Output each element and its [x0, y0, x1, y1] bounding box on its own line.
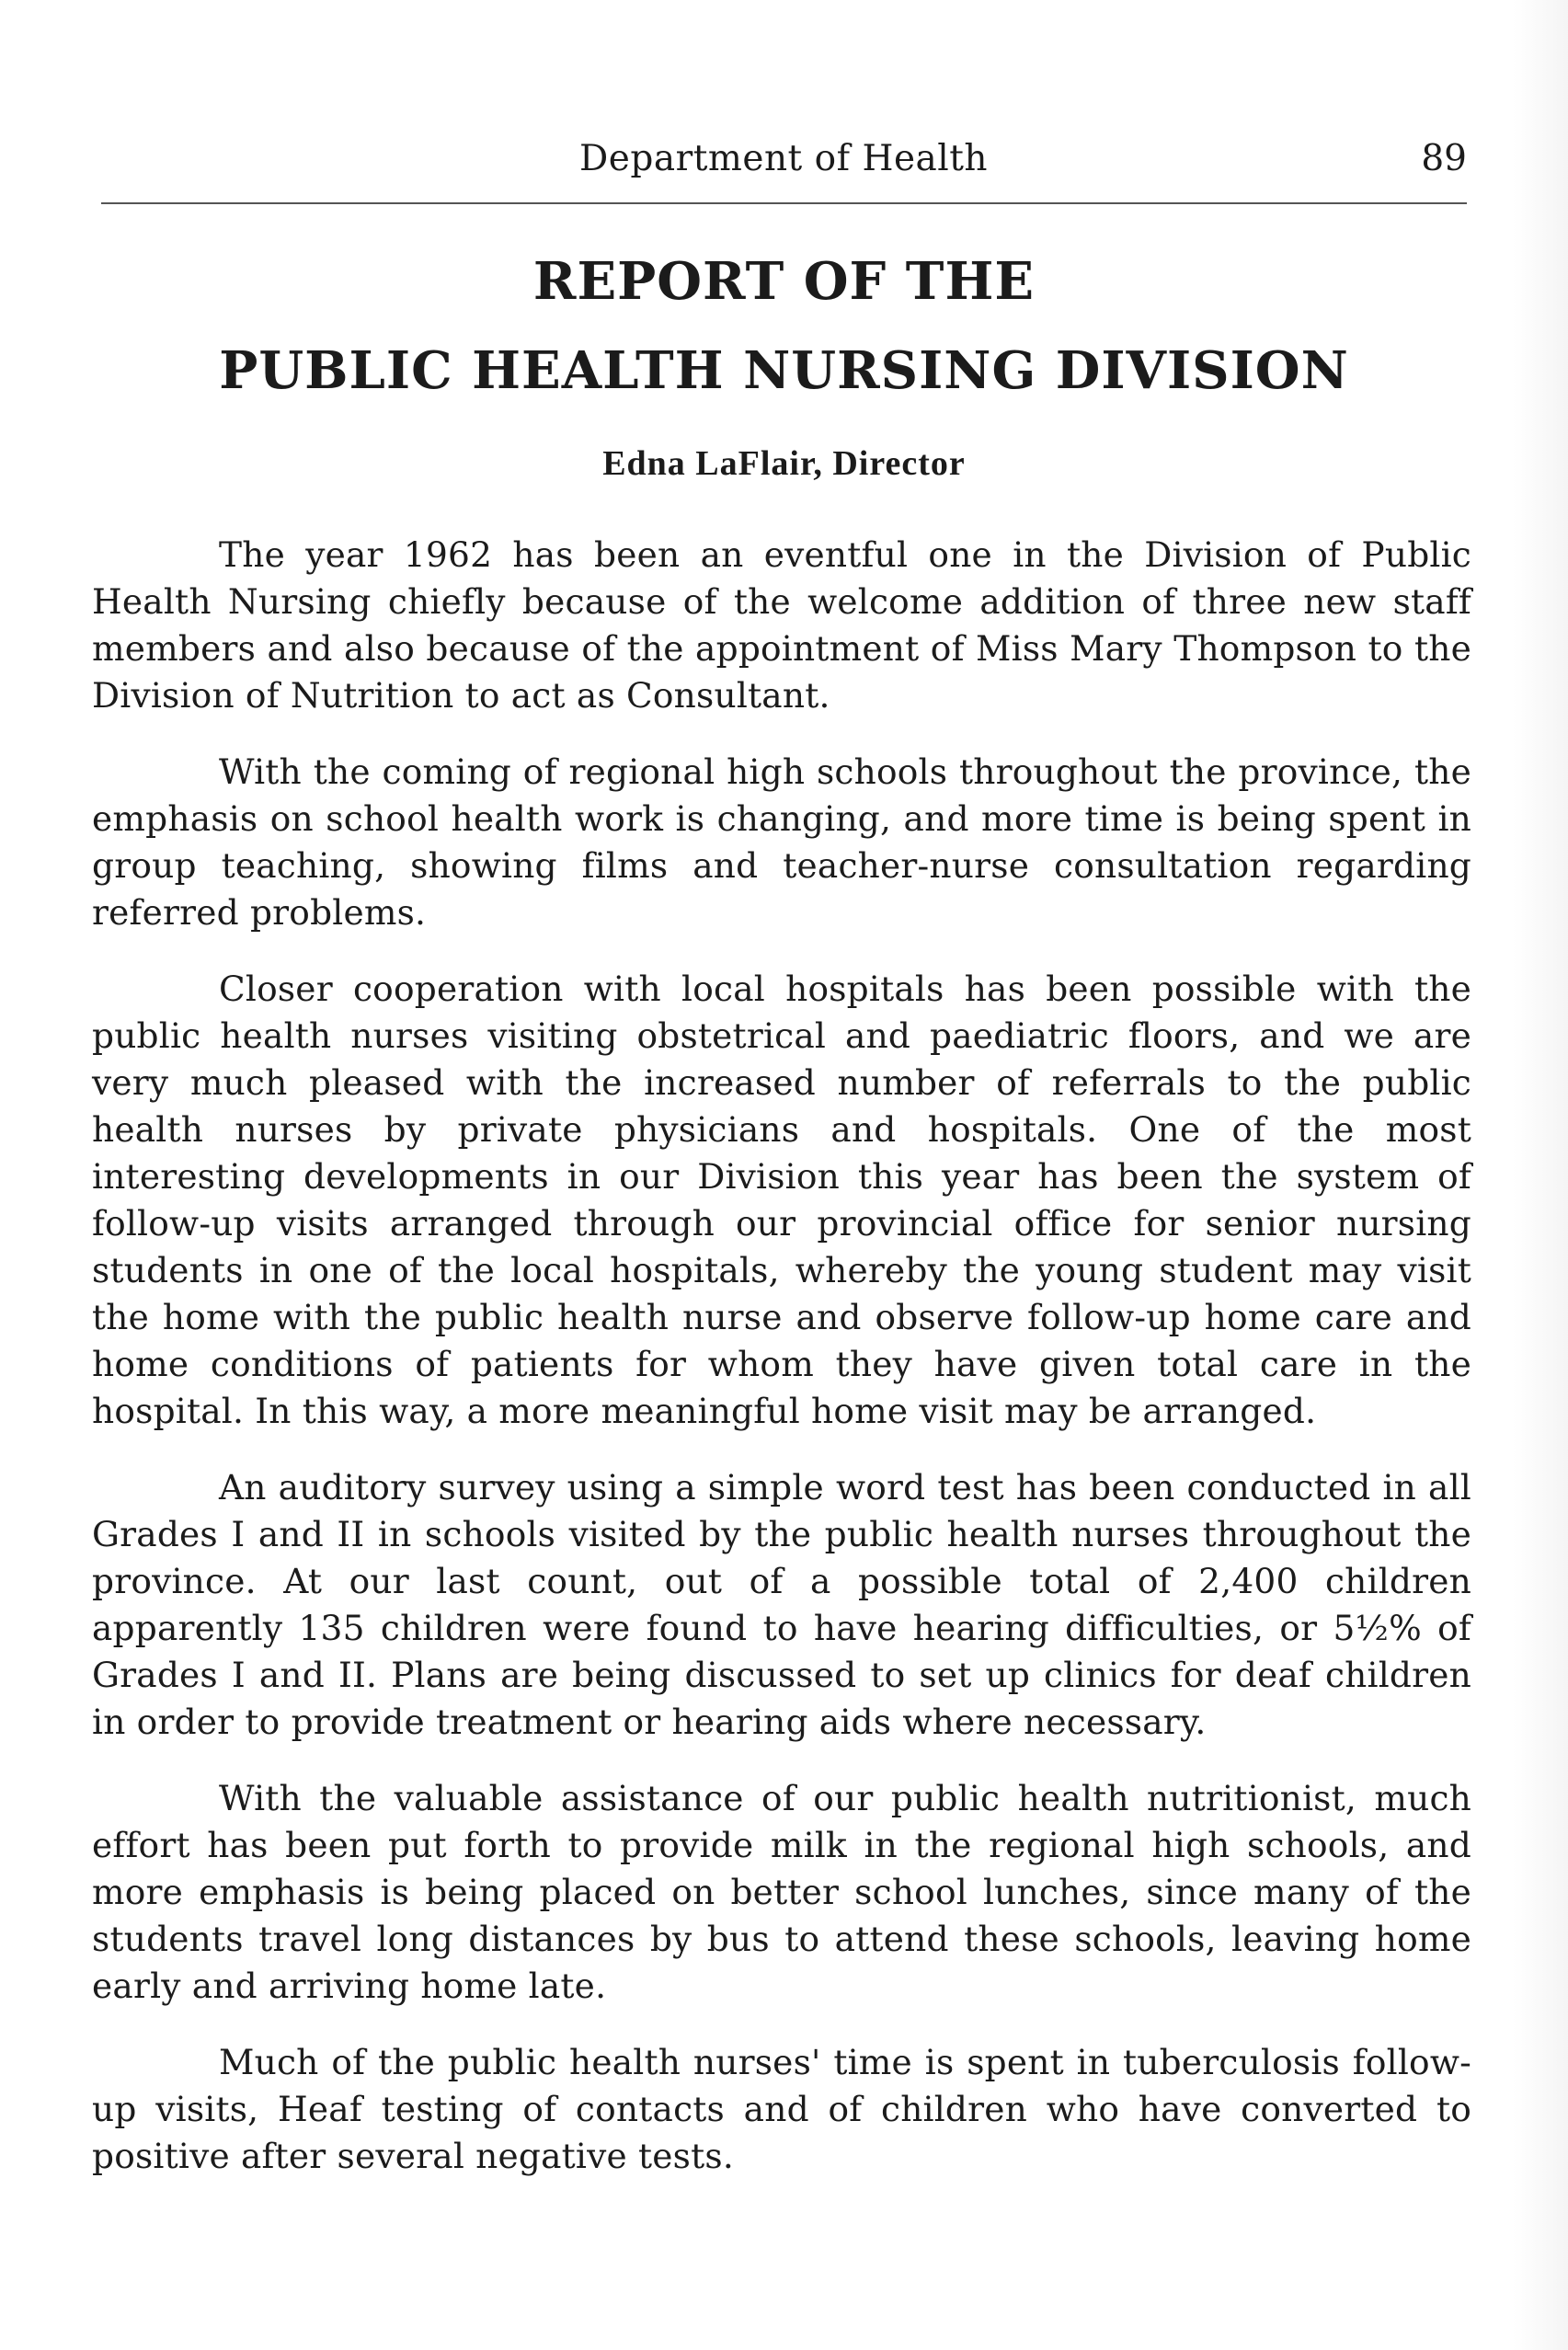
- author-byline: Edna LaFlair, Director: [602, 444, 966, 483]
- report-title-line-1: REPORT OF THE: [532, 251, 1036, 312]
- page-number: 89: [1421, 138, 1467, 179]
- paragraph-6: Much of the public health nurses' time is spent in tuberculosis follow-up visits, Heaf testing of contacts and of children who have converted to positive after several negative tests.: [92, 2042, 1471, 2176]
- paragraph-4: An auditory survey using a simple word test has been conducted in all Grades I and II in schools visited by the public health nurses throughout the province. At our last count, out of a possible total of 2,400 children apparently 135 children were found to have hearing difficulties, or 5½% of Grades I and II. Plans are being discussed to set up clinics for deaf children in order to provide treatment or hearing aids where necessary.: [92, 1467, 1471, 1742]
- report-body: [92, 532, 1471, 2209]
- paragraph-3: Closer cooperation with local hospitals has been possible with the public health nurses visiting obstetrical and paediatric floors, and we are very much pleased with the increased number of referrals to the public health nurses by private physicians and hospitals. One of the most interesting developments in our Division this year has been the system of follow-up visits arranged through our provincial office for senior nursing students in one of the local hospitals, whereby the young student may visit the home with the public health nurse and observe follow-up home care and home conditions of patients for whom they have given total care in the hospital. In this way, a more meaningful home visit may be arranged.: [92, 969, 1471, 1431]
- header-rule: [101, 202, 1467, 204]
- running-header: [101, 138, 1467, 193]
- paragraph-2: With the coming of regional high schools throughout the province, the emphasis on school health work is changing, and more time is being spent in group teaching, showing films and teacher-nurse consultation regarding referred problems.: [92, 751, 1471, 933]
- running-title: Department of Health: [579, 138, 989, 179]
- paragraph-5: With the valuable assistance of our public health nutritionist, much effort has been put forth to provide milk in the regional high schools, and more emphasis is being placed on better school lunches, since many of the students travel long distances by bus to attend these schools, leaving home early and arriving home late.: [92, 1778, 1471, 2006]
- paragraph-1: The year 1962 has been an eventful one in the Division of Public Health Nursing chiefly because of the welcome addition of three new staff members and also because of the appointment of Miss Mary Thompson to the Division of Nutrition to act as Consultant.: [92, 534, 1471, 716]
- report-title-line-2: PUBLIC HEALTH NURSING DIVISION: [219, 340, 1349, 401]
- page-edge-shadow: [1513, 0, 1568, 2350]
